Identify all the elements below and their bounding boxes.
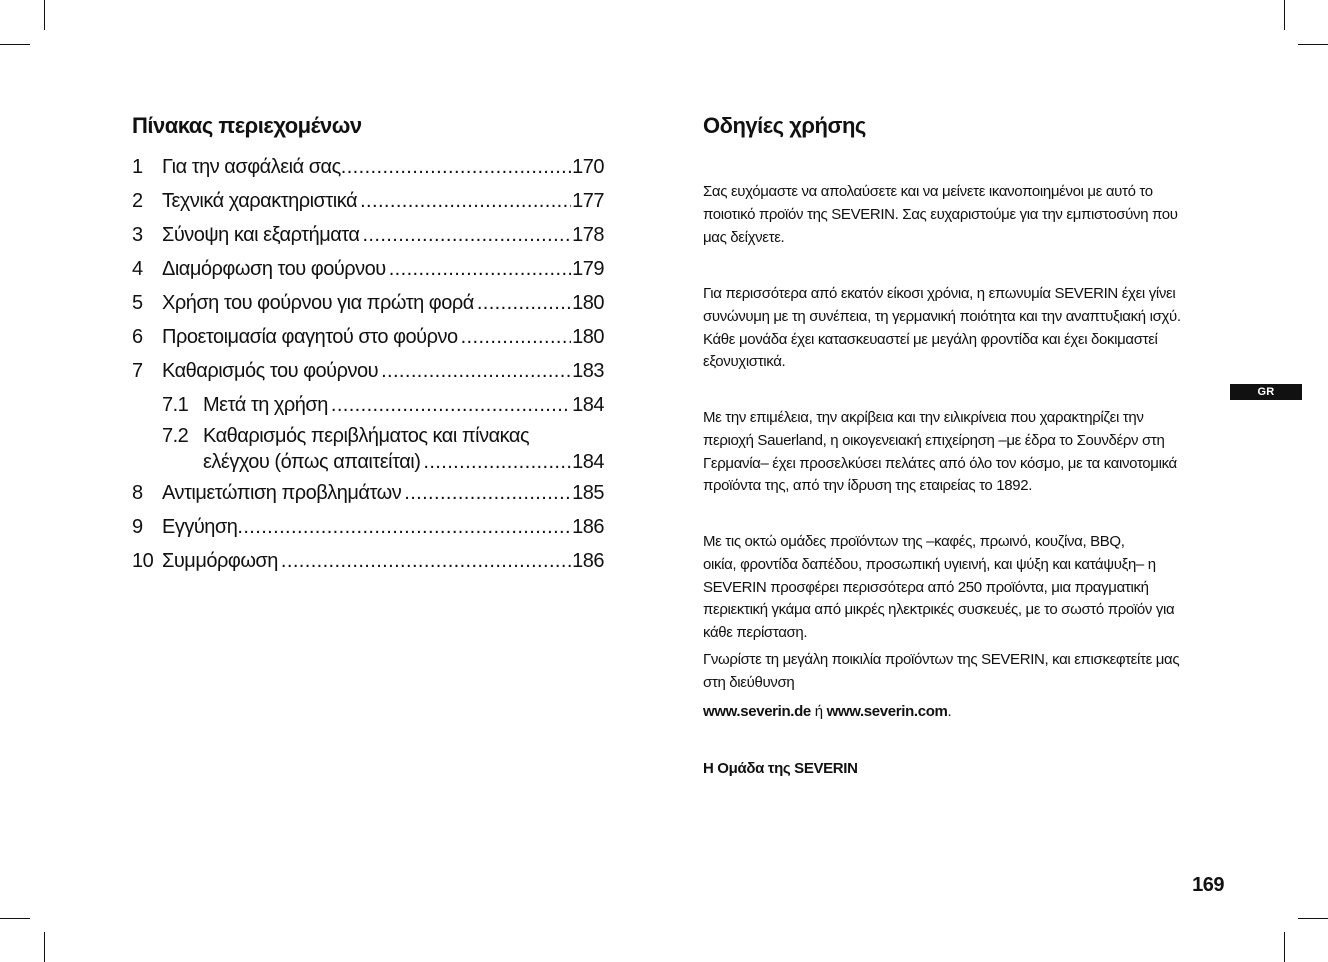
toc-item-number: 7.1 (162, 394, 189, 416)
paragraph-line: Κάθε μονάδα έχει κατασκευαστεί με μεγάλη φροντίδα και έχει δοκιμαστεί (703, 330, 1158, 348)
toc-item-5[interactable] (132, 286, 604, 320)
toc-item-page: 184 (572, 394, 604, 416)
intro-paragraph-5 (703, 649, 1179, 695)
paragraph-line: μας δείχνετε. (703, 228, 785, 246)
toc-item-page: 184 (572, 451, 604, 473)
paragraph-line: προϊόντα της, από την ίδρυση της εταιρείας το 1892. (703, 477, 1033, 495)
toc-item-page: 170 (572, 156, 604, 178)
link-period: . (947, 703, 952, 720)
dot-leader (461, 320, 572, 354)
toc-item-label: Διαμόρφωση του φούρνου (162, 258, 386, 280)
toc-item-label: Μετά τη χρήση (203, 394, 328, 416)
crop-mark-top-left-horizontal (0, 44, 30, 45)
crop-mark-bottom-right-vertical (1284, 932, 1285, 962)
toc-item-page: 180 (572, 292, 604, 314)
paragraph-line: κάθε περίσταση. (703, 624, 808, 641)
toc-item-label: Χρήση του φούρνου για πρώτη φορά (162, 292, 474, 314)
toc-item-number: 5 (132, 292, 143, 314)
toc-item-number: 9 (132, 516, 143, 538)
paragraph-line: εξονυχιστικά. (703, 353, 786, 371)
paragraph-line: συνώνυμη με τη συνέπεια, τη γερμανική ποιότητα και την αναπτυξιακή ισχύ. (703, 307, 1181, 325)
intro-paragraph-3 (703, 407, 1177, 498)
toc-item-6[interactable] (132, 320, 604, 354)
severin-de-link[interactable]: www.severin.de (703, 703, 811, 720)
dot-leader (389, 252, 571, 286)
toc-item-3[interactable] (132, 218, 604, 252)
crop-mark-bottom-left-vertical (44, 932, 45, 962)
toc-item-number: 4 (132, 258, 143, 280)
paragraph-line: οικία, φροντίδα δαπέδου, προσωπική υγιεινή, και ψύξη και κατάψυξη– η (703, 555, 1156, 573)
toc-item-number: 7.2 (162, 425, 189, 447)
crop-mark-top-right-vertical (1284, 0, 1285, 30)
dot-leader (331, 388, 571, 422)
intro-paragraph-4 (703, 531, 1174, 645)
signature (703, 758, 858, 781)
toc-item-page: 185 (572, 482, 604, 504)
language-tab: GR (1230, 384, 1302, 400)
intro-paragraph-2 (703, 283, 1181, 374)
toc-item-label-line2: ελέγχου (όπως απαιτείται) (203, 451, 421, 473)
toc-item-10[interactable] (132, 544, 604, 578)
dot-leader (360, 184, 571, 218)
toc-item-1[interactable] (132, 150, 604, 184)
crop-mark-bottom-right-horizontal (1298, 918, 1328, 919)
toc-item-label: Εγγύηση (162, 516, 238, 538)
toc-item-2[interactable] (132, 184, 604, 218)
dot-leader (281, 544, 571, 578)
intro-paragraph-1 (703, 181, 1178, 249)
toc-item-page: 186 (572, 516, 604, 538)
toc-item-9[interactable] (132, 510, 604, 544)
link-separator: ή (810, 703, 827, 720)
page-number: 169 (1192, 874, 1224, 896)
toc-item-number: 8 (132, 482, 143, 504)
paragraph-line: Γερμανία– έχει προσελκύσει πελάτες από όλο τον κόσμο, με τα καινοτομικά (703, 454, 1177, 472)
toc-item-label: Για την ασφάλειά σας (162, 156, 341, 178)
toc-item-page: 179 (572, 258, 604, 280)
toc-item-page: 183 (572, 360, 604, 382)
toc-item-7-1[interactable] (132, 388, 604, 422)
dot-leader (341, 150, 571, 184)
toc-item-4[interactable] (132, 252, 604, 286)
website-links (703, 701, 951, 724)
paragraph-line: Γνωρίστε τη μεγάλη ποικιλία προϊόντων της SEVERIN, και επισκεφτείτε μας (703, 651, 1180, 668)
toc-item-7[interactable] (132, 354, 604, 388)
toc-item-page: 186 (572, 550, 604, 572)
dot-leader (381, 354, 571, 388)
signature-text: Η Ομάδα της SEVERIN (703, 760, 858, 777)
dot-leader (423, 449, 571, 475)
toc-item-label: Σύνοψη και εξαρτήματα (162, 224, 360, 246)
paragraph-line: στη διεύθυνση (703, 673, 795, 691)
paragraph-line: Για περισσότερα από εκατόν είκοσι χρόνια, η επωνυμία SEVERIN έχει γίνει (703, 285, 1176, 302)
toc-item-number: 1 (132, 156, 143, 178)
toc-item-page: 177 (572, 190, 604, 212)
toc-item-number: 3 (132, 224, 143, 246)
intro-title: Οδηγίες χρήσης (703, 113, 866, 138)
toc-item-number: 7 (132, 360, 143, 382)
toc-item-label: Τεχνικά χαρακτηριστικά (162, 190, 358, 212)
paragraph-line: SEVERIN προσφέρει περισσότερα από 250 προϊόντα, μια πραγματική (703, 578, 1149, 596)
toc-item-8[interactable] (132, 476, 604, 510)
dot-leader (404, 476, 571, 510)
severin-com-link[interactable]: www.severin.com (826, 703, 948, 720)
paragraph-line: Με την επιμέλεια, την ακρίβεια και την ειλικρίνεια που χαρακτηρίζει την (703, 409, 1144, 426)
toc-item-label: Συμμόρφωση (162, 550, 278, 572)
dot-leader (237, 510, 571, 544)
paragraph-line: περιοχή Sauerland, η οικογενειακή επιχείρηση –με έδρα το Σουνδέρν στη (703, 431, 1165, 449)
dot-leader (362, 218, 571, 252)
toc-item-number: 10 (132, 550, 154, 572)
toc-item-page: 178 (572, 224, 604, 246)
crop-mark-top-right-horizontal (1298, 44, 1328, 45)
paragraph-line: περιεκτική γκάμα από μικρές ηλεκτρικές συσκευές, με το σωστό προϊόν για (703, 601, 1175, 619)
toc-item-label-line1: Καθαρισμός περιβλήματος και πίνακας (203, 425, 530, 447)
paragraph-line: ποιοτικό προϊόν της SEVERIN. Σας ευχαριστούμε για την εμπιστοσύνη που (703, 205, 1178, 223)
paragraph-line: Με τις οκτώ ομάδες προϊόντων της –καφές, πρωινό, κουζίνα, BBQ, (703, 533, 1125, 550)
toc-item-label: Αντιμετώπιση προβλημάτων (162, 482, 402, 504)
table-of-contents (132, 150, 604, 578)
toc-item-page: 180 (572, 326, 604, 348)
toc-item-label: Καθαρισμός του φούρνου (162, 360, 379, 382)
toc-item-number: 6 (132, 326, 143, 348)
dot-leader (477, 286, 571, 320)
toc-item-7-2[interactable] (132, 422, 604, 476)
crop-mark-top-left-vertical (44, 0, 45, 30)
toc-item-number: 2 (132, 190, 143, 212)
toc-item-label: Προετοιμασία φαγητού στο φούρνο (162, 326, 458, 348)
paragraph-line: Σας ευχόμαστε να απολαύσετε και να μείνετε ικανοποιημένοι με αυτό το (703, 183, 1153, 200)
toc-title: Πίνακας περιεχομένων (132, 113, 362, 138)
crop-mark-bottom-left-horizontal (0, 918, 30, 919)
